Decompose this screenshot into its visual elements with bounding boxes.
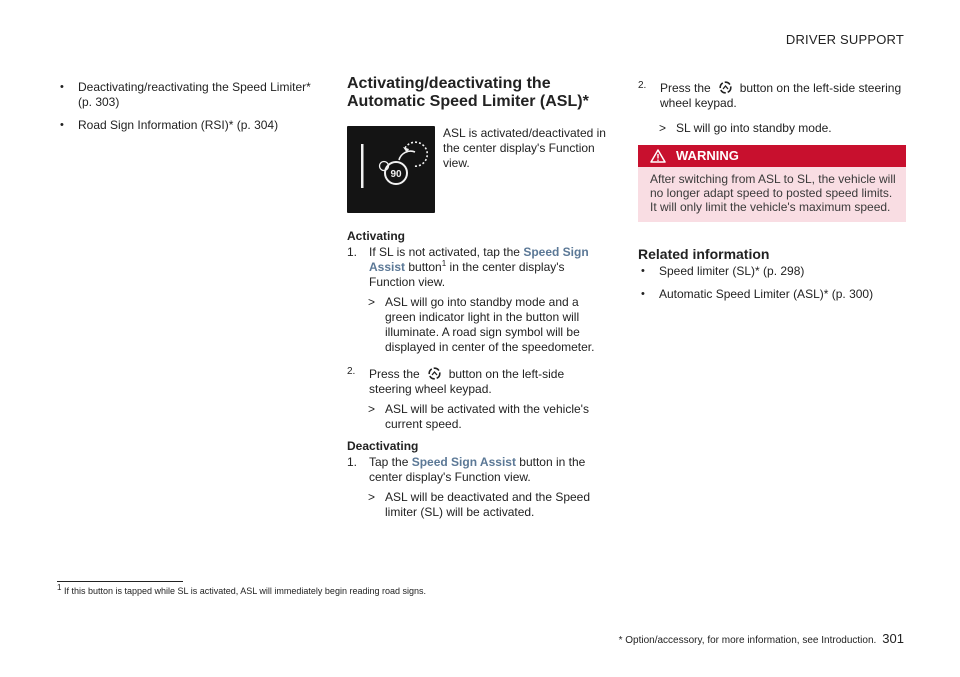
- result-arrow-icon: >: [368, 402, 376, 416]
- list-item[interactable]: • Road Sign Information (RSI)* (p. 304): [57, 118, 325, 133]
- footnote-ref[interactable]: 1: [441, 259, 447, 268]
- deactivating-heading: Deactivating: [347, 439, 419, 453]
- warning-label: WARNING: [676, 148, 739, 163]
- steering-wheel-asl-button-icon: [719, 81, 732, 94]
- deactivating-section: [347, 439, 609, 520]
- result-arrow-icon: >: [368, 295, 376, 309]
- steering-wheel-asl-button-icon: [428, 367, 441, 380]
- speed-sign-assist-icon: [347, 126, 435, 213]
- list-item[interactable]: • Deactivating/reactivating the Speed Limiter* (p. 303): [57, 80, 325, 110]
- activating-step-1-result: > ASL will go into standby mode and a green indicator light in the button will illuminate. A road sign symbol will be displayed in center of the speedometer.: [368, 295, 595, 354]
- warning-triangle-icon: [650, 149, 666, 163]
- related-link[interactable]: • Automatic Speed Limiter (ASL)* (p. 300): [638, 287, 906, 302]
- result-arrow-icon: >: [368, 490, 376, 504]
- left-bullet-list: [57, 80, 325, 141]
- deactivating-step-2: 2. Press the button on the left-side steering wheel keypad.: [638, 80, 902, 110]
- warning-header: [638, 145, 906, 167]
- activating-heading: Activating: [347, 229, 406, 243]
- related-list: [638, 264, 906, 310]
- related-heading: Related information: [638, 246, 770, 262]
- warning-text: After switching from ASL to SL, the vehicle will no longer adapt speed to posted speed limits. It will only limit the vehicle's maximum speed.: [638, 167, 906, 222]
- speed-sign-assist-button[interactable]: Speed Sign Assist: [369, 245, 589, 274]
- deactivating-step-2-result: > SL will go into standby mode.: [659, 121, 832, 135]
- activating-step-2-result: > ASL will be activated with the vehicle's current speed.: [368, 402, 589, 431]
- speed-sign-assist-button[interactable]: Speed Sign Assist: [411, 455, 516, 469]
- warning-box: [638, 145, 906, 222]
- section-header: DRIVER SUPPORT: [785, 32, 904, 47]
- related-link[interactable]: • Speed limiter (SL)* (p. 298): [638, 264, 906, 279]
- page-number: 301: [882, 631, 904, 646]
- deactivating-step-1-result: > ASL will be deactivated and the Speed limiter (SL) will be activated.: [368, 490, 591, 519]
- result-arrow-icon: >: [659, 121, 667, 135]
- illustration-caption: ASL is activated/deactivated in the center display's Function view.: [443, 126, 606, 170]
- function-view-illustration: [347, 126, 435, 213]
- activating-step-1: 1. If SL is not activated, tap the Speed Sign Assist button$^1$ in the center display's Function view.: [347, 245, 589, 289]
- svg-text:90: 90: [390, 169, 402, 180]
- footnote: $^1$ If this button is tapped while SL is activated, ASL will immediately begin reading road signs.: [57, 583, 426, 596]
- footer-note: * Option/accessory, for more information, see Introduction.: [618, 635, 877, 646]
- page-footer: [619, 631, 904, 648]
- deactivating-step-1: 1. Tap the Speed Sign Assist button in the center display's Function view.: [347, 455, 586, 484]
- activating-step-2: 2. Press the button on the left-side steering wheel keypad.: [347, 366, 565, 396]
- footnote-divider: [57, 581, 183, 582]
- page-title: Activating/deactivating the Automatic Speed Limiter (ASL)*: [347, 75, 589, 110]
- activating-section: [347, 229, 609, 432]
